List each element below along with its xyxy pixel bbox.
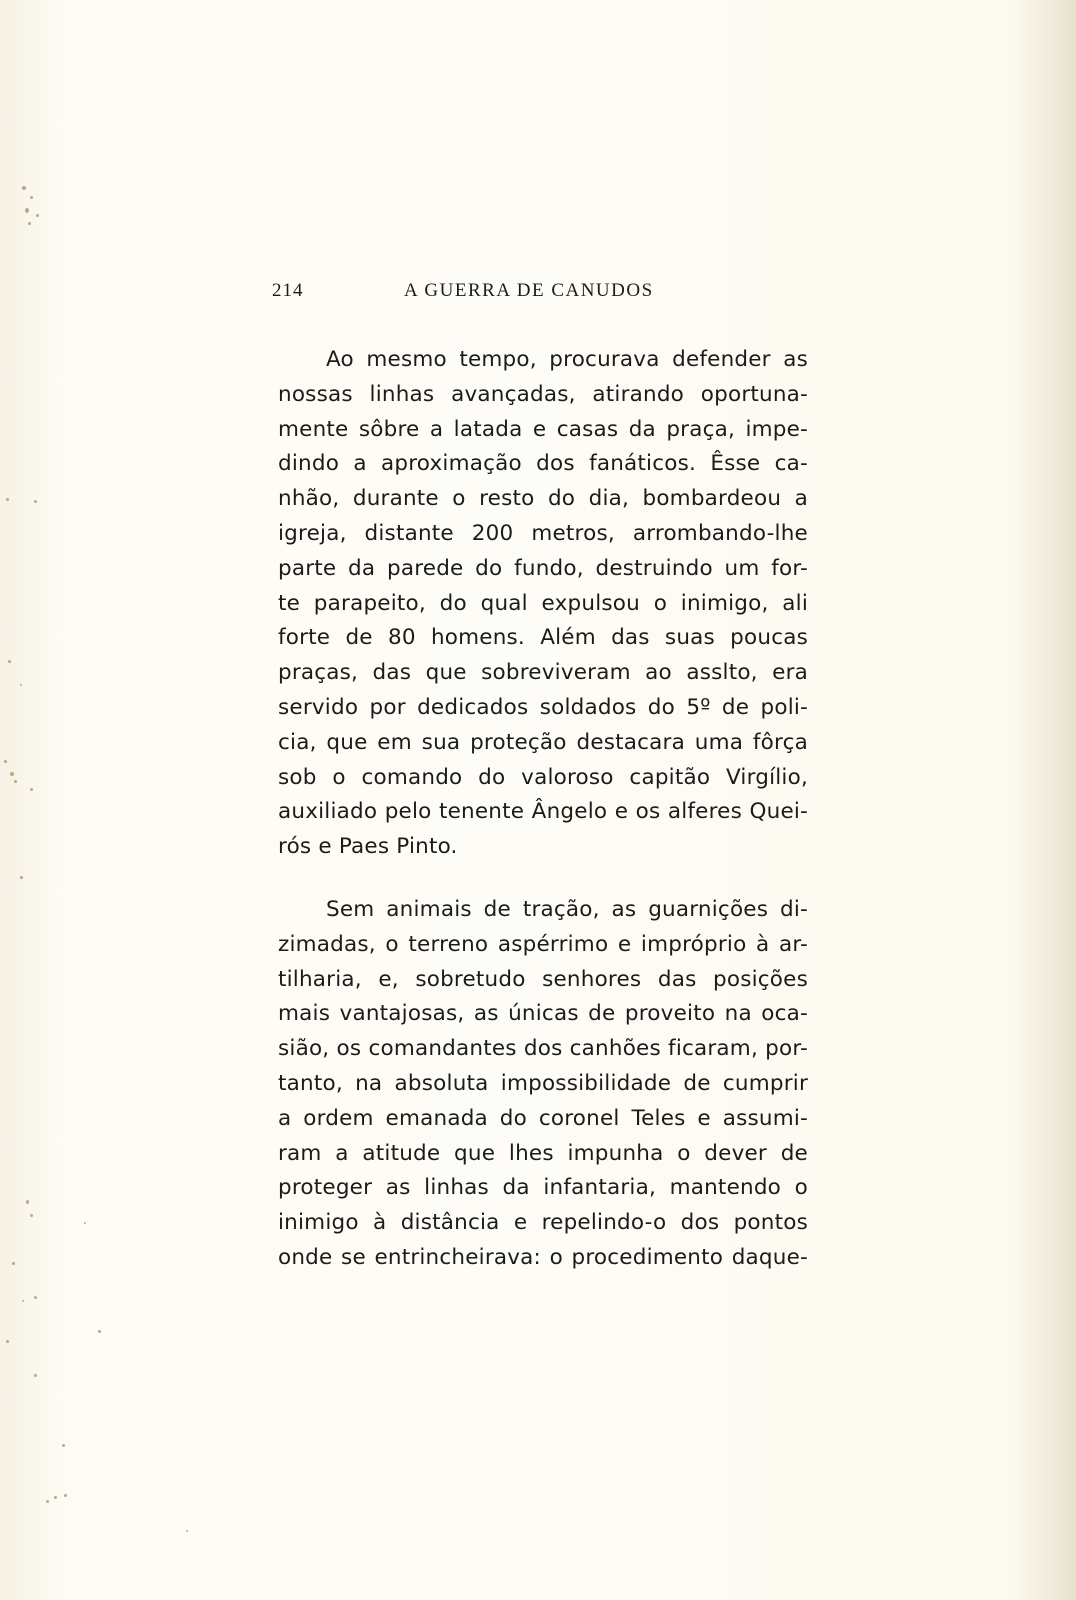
paragraph [278,893,808,1276]
text-line: parte da parede do fundo, destruindo um for- [278,555,808,581]
running-title: A GUERRA DE CANUDOS [404,280,654,301]
text-line: tilharia, e, sobretudo senhores das posições [278,966,808,992]
text-line: servido por dedicados soldados do 5º de poli- [278,694,808,720]
text-line: ram a atitude que lhes impunha o dever de [278,1140,808,1166]
text-line: igreja, distante 200 metros, arrombando-lhe [278,520,808,546]
text-line: te parapeito, do qual expulsou o inimigo, ali [278,590,808,616]
text-line: sob o comando do valoroso capitão Virgílio, [278,764,808,790]
text-line: Sem animais de tração, as guarnições di- [326,896,808,922]
text-line: nossas linhas avançadas, atirando oportuna- [278,381,808,407]
text-line: nhão, durante o resto do dia, bombardeou a [278,486,808,512]
text-line: inimigo à distância e repelindo-o dos pontos [278,1210,808,1236]
text-line: auxiliado pelo tenente Ângelo e os alferes Quei- [278,799,808,825]
paragraph [278,343,808,865]
text-line: onde se entrincheirava: o procedimento daque- [278,1244,808,1270]
text-line: mente sôbre a latada e casas da praça, impe- [278,416,808,442]
text-line: tanto, na absoluta impossibilidade de cumprir [278,1070,808,1096]
text-line: zimadas, o terreno aspérrimo e impróprio à ar- [278,931,808,957]
text-line: proteger as linhas da infantaria, mantendo o [278,1175,808,1201]
text-line: sião, os comandantes dos canhões ficaram, por- [278,1036,808,1062]
text-line: cia, que em sua proteção destacara uma fôrça [278,729,808,755]
text-line: forte de 80 homens. Além das suas poucas [278,625,808,651]
page-header [272,280,812,306]
page-number: 214 [272,280,304,301]
body-text [278,343,808,1276]
text-line: a ordem emanada do coronel Teles e assumi- [278,1105,808,1131]
text-line: rós e Paes Pinto. [278,834,458,860]
text-line: mais vantajosas, as únicas de proveito na oca- [278,1001,808,1027]
text-line: dindo a aproximação dos fanáticos. Êsse ca- [278,451,808,477]
text-line: Ao mesmo tempo, procurava defender as [326,347,808,372]
text-line: praças, das que sobreviveram ao asslto, era [278,660,808,686]
